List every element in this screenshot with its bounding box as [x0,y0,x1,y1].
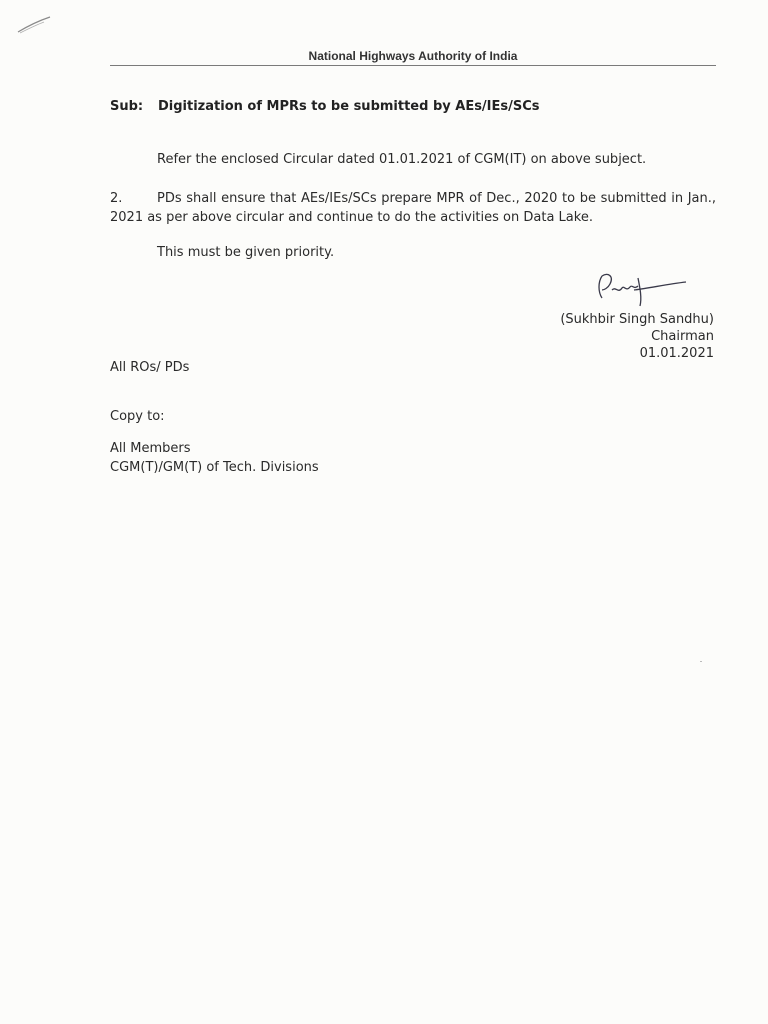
body-paragraph-2-text: PDs shall ensure that AEs/IEs/SCs prepare MPR of Dec., 2020 to be submitted in Jan., 2021 as per above circular and continue to do the activities on Data Lake. [110,191,716,225]
body-paragraph-1: Refer the enclosed Circular dated 01.01.2021 of CGM(IT) on above subject. [157,152,647,167]
signatory-block [560,311,714,362]
signatory-name: (Sukhbir Singh Sandhu) [560,312,714,327]
copy-to-item: All Members [110,441,191,456]
paragraph-number: 2. [110,191,123,206]
signatory-date: 01.01.2021 [639,346,714,361]
subject-text: Digitization of MPRs to be submitted by AEs/IEs/SCs [158,99,540,114]
letterhead-organization: National Highways Authority of India [308,49,518,63]
letterhead-rule [110,65,716,66]
signatory-designation: Chairman [651,329,714,344]
copy-to-label: Copy to: [110,409,165,424]
pen-stroke-mark [16,14,52,36]
copy-to-list [110,439,319,477]
scan-speck [700,661,702,662]
handwritten-signature [594,268,690,308]
body-paragraph-2 [110,189,716,227]
recipients: All ROs/ PDs [110,360,190,375]
body-paragraph-3: This must be given priority. [157,245,335,260]
subject-line [110,99,540,114]
copy-to-item: CGM(T)/GM(T) of Tech. Divisions [110,460,319,475]
subject-label: Sub: [110,99,144,114]
